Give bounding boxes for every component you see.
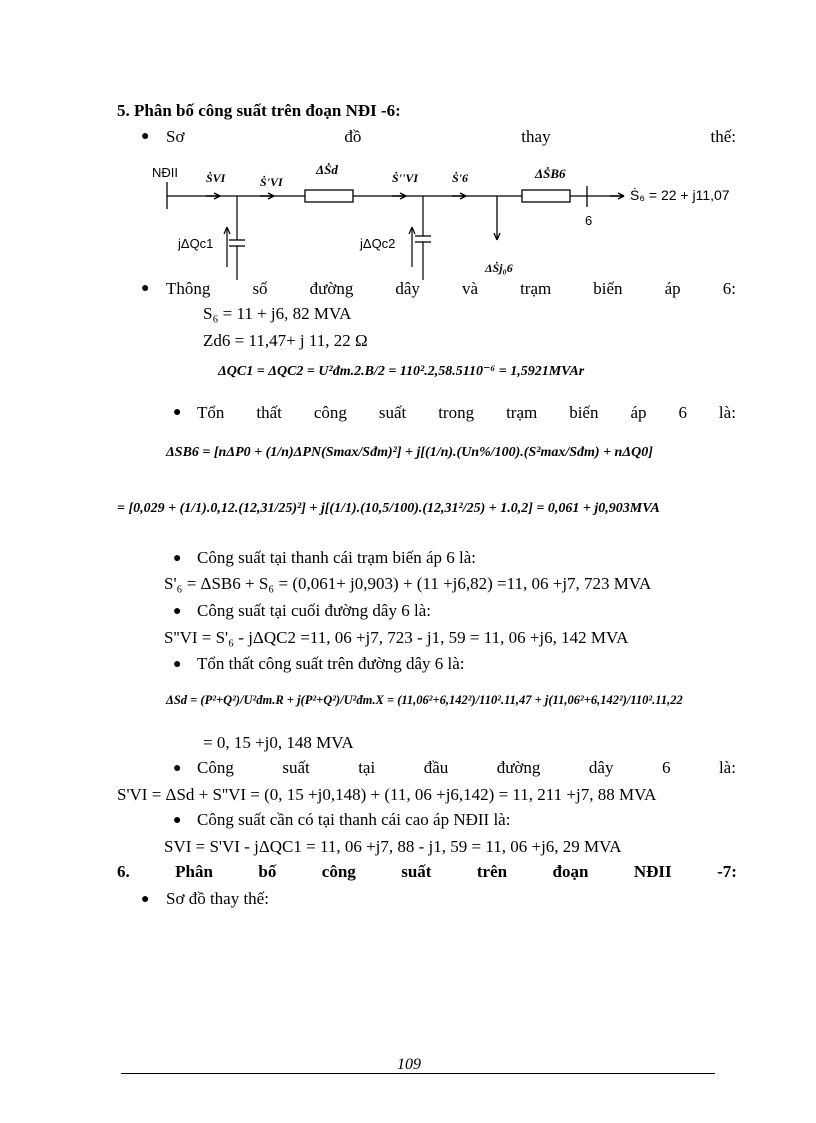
word: đoạn [552,862,589,881]
section6-heading [117,862,737,882]
dsb6-formula: ΔSB6 = [nΔP0 + (1/n)ΔPN(Smax/Sđm)²] + j[(1/n).(Un%/100).(S²max/Sđm) + nΔQ0] [166,445,653,460]
end-power-eq: S''VI = S'₆ - jΔQC2 =11, 06 +j7, 723 - j1, 59 = 11, 06 +j6, 142 MVA [164,628,629,647]
word: suất [282,758,310,777]
bullet: ● [141,892,150,907]
word: biến [569,403,599,422]
bullet: ● [173,813,182,828]
bus-power-title: Công suất tại thanh cái trạm biến áp 6 là: [197,548,477,567]
hv-power-title: Công suất cần có tại thanh cái cao áp NĐII là: [197,810,511,829]
bullet: ● [173,405,182,420]
page-number: 109 [397,1056,421,1073]
flow-arrow [206,193,220,199]
dsb6-numeric: = [0,029 + (1/1).0,12.(12,31/25)²] + j[(1/1).(10,5/100).(12,31²/25) + 1.0,2] = 0,061 + j0,903MVA [117,501,660,516]
head-power-eq: S'VI = ΔSd + S''VI = (0, 15 +j0,148) + (11, 06 +j6,142) = 11, 211 +j7, 88 MVA [117,785,657,804]
delta-sd-label: ΔṠd [316,162,338,177]
qc1-label: jΔQc1 [178,236,214,251]
word: công [313,403,347,422]
bullet: ● [173,657,182,672]
word: biến [593,279,623,298]
word: dây [395,279,420,298]
flow-arrow [392,193,406,199]
bullet: ● [173,761,182,776]
word: Phân [175,862,213,881]
word: 6 [678,403,687,422]
word: Sơ [166,127,185,146]
word: số [252,279,268,298]
word: 6. [117,862,130,881]
word: áp [630,403,647,422]
line-impedance [305,190,353,202]
bullet: ● [141,281,150,296]
word: Thông [166,279,211,298]
word: suất [378,403,407,422]
hv-power-eq: SVI = S'VI - jΔQC1 = 11, 06 +j7, 88 - j1, 59 = 11, 06 +j6, 29 MVA [164,837,622,856]
qc2-label: jΔQc2 [360,236,396,251]
delta-q-formula: ΔQC1 = ΔQC2 = U²đm.2.B/2 = 110².2,58.5110⁻⁶ = 1,5921MVAr [218,364,585,379]
word: trạm [520,279,552,298]
word: tại [358,758,376,777]
word: thất [256,403,282,422]
line-loss-value: = 0, 15 +j0, 148 MVA [203,733,354,752]
bus-power-eq: S'₆ = ΔSB6 + S₆ = (0,061+ j0,903) + (11 +j6,82) =11, 06 +j7, 723 MVA [164,574,652,593]
word: -7: [717,862,737,881]
bullet: ● [141,129,150,144]
s6-value: S₆ = 11 + j6, 82 MVA [203,304,352,323]
delta-sb6-label: ΔṠB6 [535,166,566,181]
word: trên [476,862,508,881]
word: NĐII [633,862,672,881]
s-vi-prime-label: Ṡ'VI [260,175,283,189]
loss-line [197,403,736,423]
word: thay [521,127,551,146]
section6-schema: Sơ đồ thay thế: [166,889,269,908]
word: là: [718,758,736,777]
cap1-arrow [224,227,230,267]
bullet: ● [173,551,182,566]
section5-heading: 5. Phân bố công suất trên đoạn NĐI -6: [117,101,401,120]
params-line [166,279,736,299]
source-label: NĐII [152,165,178,180]
sj6-label: ΔṠj₀6 [485,261,513,275]
head-power-line [197,758,736,778]
load-arrow [610,193,624,199]
flow-arrow [260,193,274,199]
word: đầu [423,758,449,777]
flow-arrow [452,193,466,199]
word: và [461,279,479,298]
word: đường [496,758,541,777]
word: suất [401,862,432,881]
word: 6: [722,279,736,298]
cap2-arrow [409,227,415,267]
word: trong [438,403,475,422]
word: đường [309,279,354,298]
word: công [321,862,356,881]
schema-line [166,127,736,147]
word: Công [197,758,234,777]
word: Tổn [197,403,225,422]
s-vi-label: ṠVI [206,171,226,185]
word: thế: [710,127,736,146]
word: dây [588,758,614,777]
line-loss-title: Tổn thất công suất trên đường dây 6 là: [197,654,465,673]
word: áp [664,279,681,298]
node-label: 6 [585,213,593,228]
load-label: Ṡ₆ = 22 + j11,07 [630,187,730,203]
s6-prime-label: Ṡ'6 [452,171,469,185]
word: bố [258,862,277,881]
zd6-value: Zd6 = 11,47+ j 11, 22 Ω [203,331,368,350]
line-loss-formula: ΔSd = (P²+Q²)/U²đm.R + j(P²+Q²)/U²đm.X = (11,06²+6,142²)/110².11,47 + j(11,06²+6,142²)/110².11,22 [166,693,683,707]
s-vi-double-prime-label: Ṡ''VI [392,171,419,185]
bullet: ● [173,604,182,619]
word: trạm [506,403,538,422]
transformer-impedance [522,190,570,202]
word: đồ [344,127,362,146]
equivalent-circuit-diagram [140,152,760,280]
footer-rule [121,1073,715,1074]
end-power-title: Công suất tại cuối đường dây 6 là: [197,601,431,620]
word: là: [718,403,736,422]
no-load-arrow [494,196,500,240]
word: 6 [661,758,671,777]
